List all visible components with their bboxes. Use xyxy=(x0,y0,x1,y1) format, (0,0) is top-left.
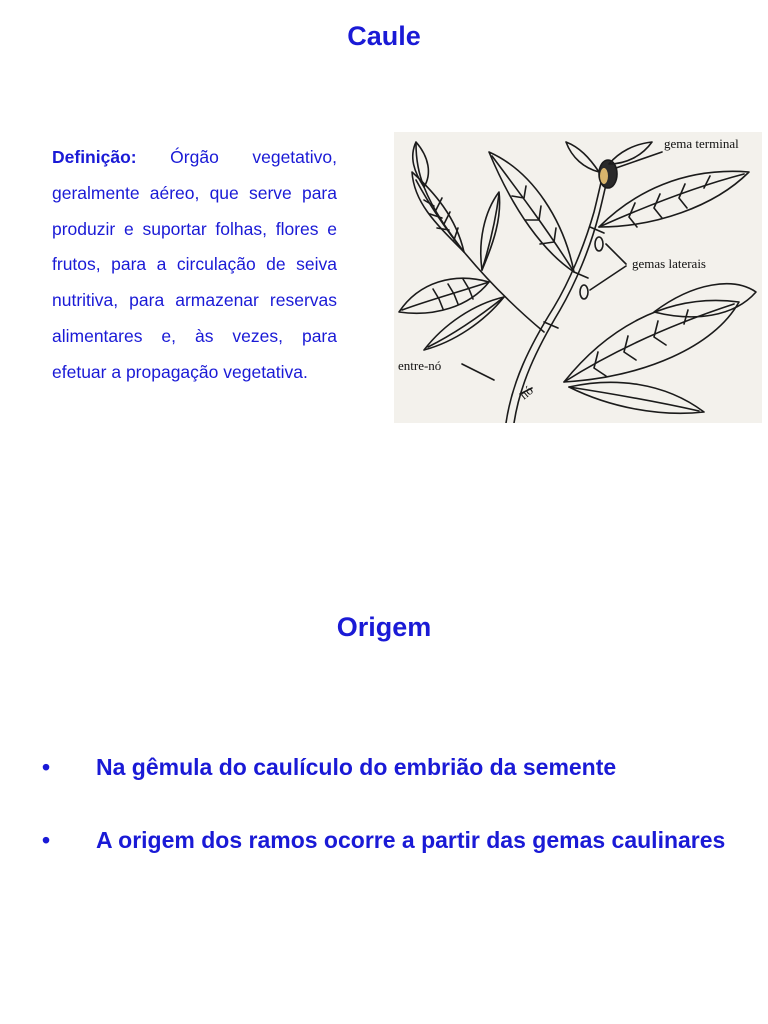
pointer-line xyxy=(462,364,494,380)
leaf xyxy=(481,192,500,270)
label-no: nó xyxy=(516,382,536,403)
lateral-bud xyxy=(595,237,603,251)
label-gemas-laterais: gemas laterais xyxy=(632,256,706,271)
bullet-list xyxy=(0,752,768,898)
label-entre-no: entre-nó xyxy=(398,358,442,373)
definition-text: Órgão vegetativo, geralmente aéreo, que serve para produzir e suportar folhas, flores e frutos, para a circulação de seiva nutritiva, para armazenar reservas alimentares e, às vezes, para efetuar a propagação vegetativa. xyxy=(52,147,337,382)
leaf xyxy=(566,142,599,172)
leaf xyxy=(424,297,504,350)
bullet-dot: • xyxy=(42,754,51,780)
label-gema-terminal: gema terminal xyxy=(664,136,739,151)
leaf xyxy=(609,142,652,164)
side-branch xyxy=(464,252,544,332)
leaf xyxy=(569,382,704,413)
leaf xyxy=(413,142,429,187)
lateral-bud xyxy=(580,285,588,299)
bullet-item xyxy=(0,752,768,782)
bullet-text: A origem dos ramos ocorre a partir das gemas caulinares xyxy=(96,827,726,853)
definition-paragraph xyxy=(52,140,337,391)
definition-label: Definição: xyxy=(52,147,137,167)
leaf xyxy=(489,152,574,272)
node-mark xyxy=(544,322,558,328)
section-title-origem: Origem xyxy=(336,612,432,642)
page-title: Caule xyxy=(347,21,421,51)
leaf xyxy=(564,300,739,382)
pointer-line xyxy=(606,244,626,264)
stem-illustration xyxy=(394,132,762,423)
leaf xyxy=(412,172,464,252)
bullet-dot: • xyxy=(42,827,51,853)
node-mark xyxy=(590,227,604,233)
bullet-text: Na gêmula do caulículo do embrião da semente xyxy=(96,754,617,780)
pointer-line xyxy=(590,266,626,290)
bullet-item xyxy=(0,825,768,855)
leaf xyxy=(599,171,749,227)
